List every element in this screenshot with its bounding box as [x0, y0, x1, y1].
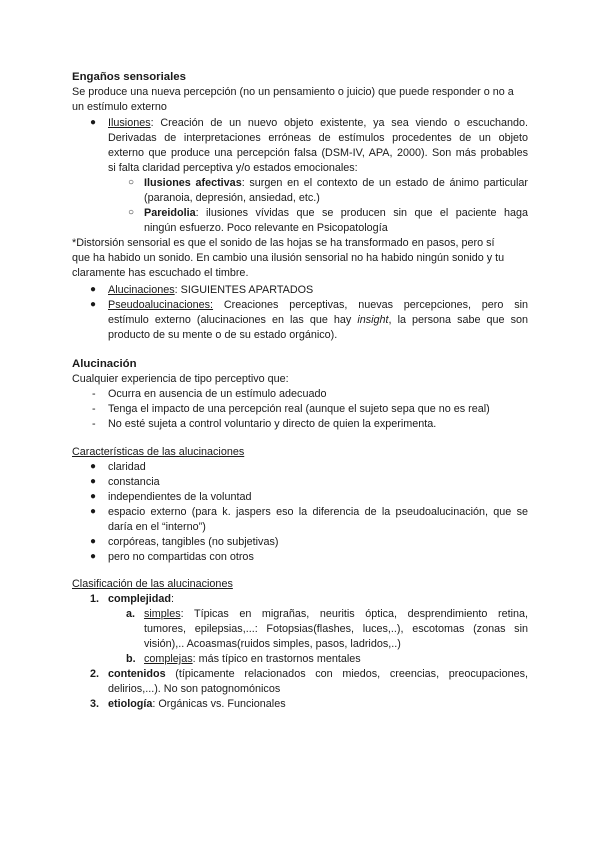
pseudo-line-1: Pseudoalucinaciones: Creaciones perceptivas, nuevas percepciones, pero sin — [108, 299, 528, 311]
insight-word: insight — [357, 314, 389, 326]
bullet-icon: ● — [90, 506, 97, 517]
complejidad-label: complejidad — [108, 593, 171, 605]
alucinaciones-item: Alucinaciones: SIGUIENTES APARTADOS — [108, 284, 314, 296]
ilusiones-line-3: externo que produce una percepción falsa (DSM-IV, APA, 2000). Son más probables — [108, 147, 528, 159]
etiologia-label: etiología — [108, 698, 153, 710]
ilusiones-line-1 — [108, 116, 528, 131]
bullet-icon: ● — [90, 461, 97, 472]
dash-icon: - — [92, 403, 96, 415]
afectivas-line-1: Ilusiones afectivas: surgen en el contexto de un estado de ánimo particular — [144, 177, 528, 189]
section-title-enganos: Engaños sensoriales — [72, 71, 186, 83]
simples-line-2: tumores, epilepsias,...: Fotopsias(flashes, luces,..), escotomas (zonas sin — [144, 623, 528, 635]
alucinaciones-label: Alucinaciones — [108, 284, 175, 296]
hollow-bullet-icon: ○ — [128, 177, 135, 188]
list-item: No esté sujeta a control voluntario y directo de quien la experimenta. — [108, 418, 437, 430]
complejas-label: complejas — [144, 653, 193, 665]
section-title-alucinacion: Alucinación — [72, 358, 137, 370]
list-item: espacio externo (para k. jaspers eso la diferencia de la pseudoalucinación, que se — [108, 506, 528, 518]
bullet-icon: ● — [90, 117, 97, 128]
letter-b: b. — [126, 653, 136, 665]
ilusiones-text-1: : Creación de un nuevo objeto existente, ya sea viendo o escuchando. — [150, 117, 528, 129]
dash-icon: - — [92, 418, 96, 430]
pareidolia-line-1: Pareidolia: ilusiones vívidas que se producen sin que el paciente haga — [144, 207, 528, 219]
hollow-bullet-icon: ○ — [128, 207, 135, 218]
ilusiones-line-2: Derivadas de interpretaciones erróneas de estímulos procedentes de un objeto — [108, 132, 528, 144]
alucinacion-intro: Cualquier experiencia de tipo perceptivo que: — [72, 373, 289, 385]
bullet-icon: ● — [90, 284, 97, 295]
pseudo-line-2: estímulo externo (alucinaciones en las que hay insight, la persona sabe que son — [108, 314, 528, 326]
complejidad-item: complejidad: — [108, 593, 174, 605]
bullet-icon: ● — [90, 491, 97, 502]
bullet-icon: ● — [90, 536, 97, 547]
list-item-continuation: daría en el “interno”) — [108, 521, 206, 533]
list-item: constancia — [108, 476, 160, 488]
note-line-2: que ha habido un sonido. En cambio una ilusión sensorial no ha habido ningún sonido y tu — [72, 252, 505, 264]
bullet-icon: ● — [90, 299, 97, 310]
ilusiones-line-4: si falta claridad perceptiva y/o estados emocionales: — [108, 162, 358, 174]
list-item: claridad — [108, 461, 146, 473]
simples-label: simples — [144, 608, 181, 620]
pareidolia-label: Pareidolia — [144, 207, 196, 219]
simples-line-3: visión),.. Acoasmas(ruidos simples, pasos, ladridos,..) — [144, 638, 401, 650]
number-2: 2. — [90, 668, 100, 680]
note-line-3: claramente has escuchado el timbre. — [72, 267, 249, 279]
pseudo-label: Pseudoalucinaciones: — [108, 299, 214, 311]
contenidos-label: contenidos — [108, 668, 166, 680]
dash-icon: - — [92, 388, 96, 400]
afectivas-label: Ilusiones afectivas — [144, 177, 242, 189]
letter-a: a. — [126, 608, 136, 620]
intro-line-2: un estímulo externo — [72, 101, 167, 113]
pseudo-line-3: producto de su mente o de su estado orgánico). — [108, 329, 338, 341]
contenidos-line-1: contenidos (típicamente relacionados con miedos, creencias, preocupaciones, — [108, 668, 528, 680]
note-line-1: *Distorsión sensorial es que el sonido de las hojas se ha transformado en pasos, pero sí — [72, 237, 495, 249]
list-item: Ocurra en ausencia de un estímulo adecuado — [108, 388, 327, 400]
list-item: independientes de la voluntad — [108, 491, 252, 503]
ilusiones-label: Ilusiones — [108, 117, 151, 129]
pareidolia-line-2: ningún esfuerzo. Poco relevante en Psicopatología — [144, 222, 388, 234]
bullet-icon: ● — [90, 551, 97, 562]
intro-line-1: Se produce una nueva percepción (no un pensamiento o juicio) que puede responder o no a — [72, 86, 514, 98]
afectivas-line-2: (paranoia, depresión, ansiedad, etc.) — [144, 192, 320, 204]
etiologia-item: etiología: Orgánicas vs. Funcionales — [108, 698, 286, 710]
bullet-icon: ● — [90, 476, 97, 487]
list-item: corpóreas, tangibles (no subjetivas) — [108, 536, 279, 548]
section-title-caracteristicas: Características de las alucinaciones — [72, 446, 245, 458]
list-item: pero no compartidas con otros — [108, 551, 254, 563]
number-3: 3. — [90, 698, 100, 710]
simples-line-1: simples: Típicas en migrañas, neuritis óptica, desprendimiento retina, — [144, 608, 528, 620]
section-title-clasificacion: Clasificación de las alucinaciones — [72, 578, 233, 590]
number-1: 1. — [90, 593, 100, 605]
list-item: Tenga el impacto de una percepción real (aunque el sujeto sepa que no es real) — [108, 403, 490, 415]
contenidos-line-2: delirios,...). No son patognomónicos — [108, 683, 281, 695]
complejas-item: complejas: más típico en trastornos mentales — [144, 653, 361, 665]
